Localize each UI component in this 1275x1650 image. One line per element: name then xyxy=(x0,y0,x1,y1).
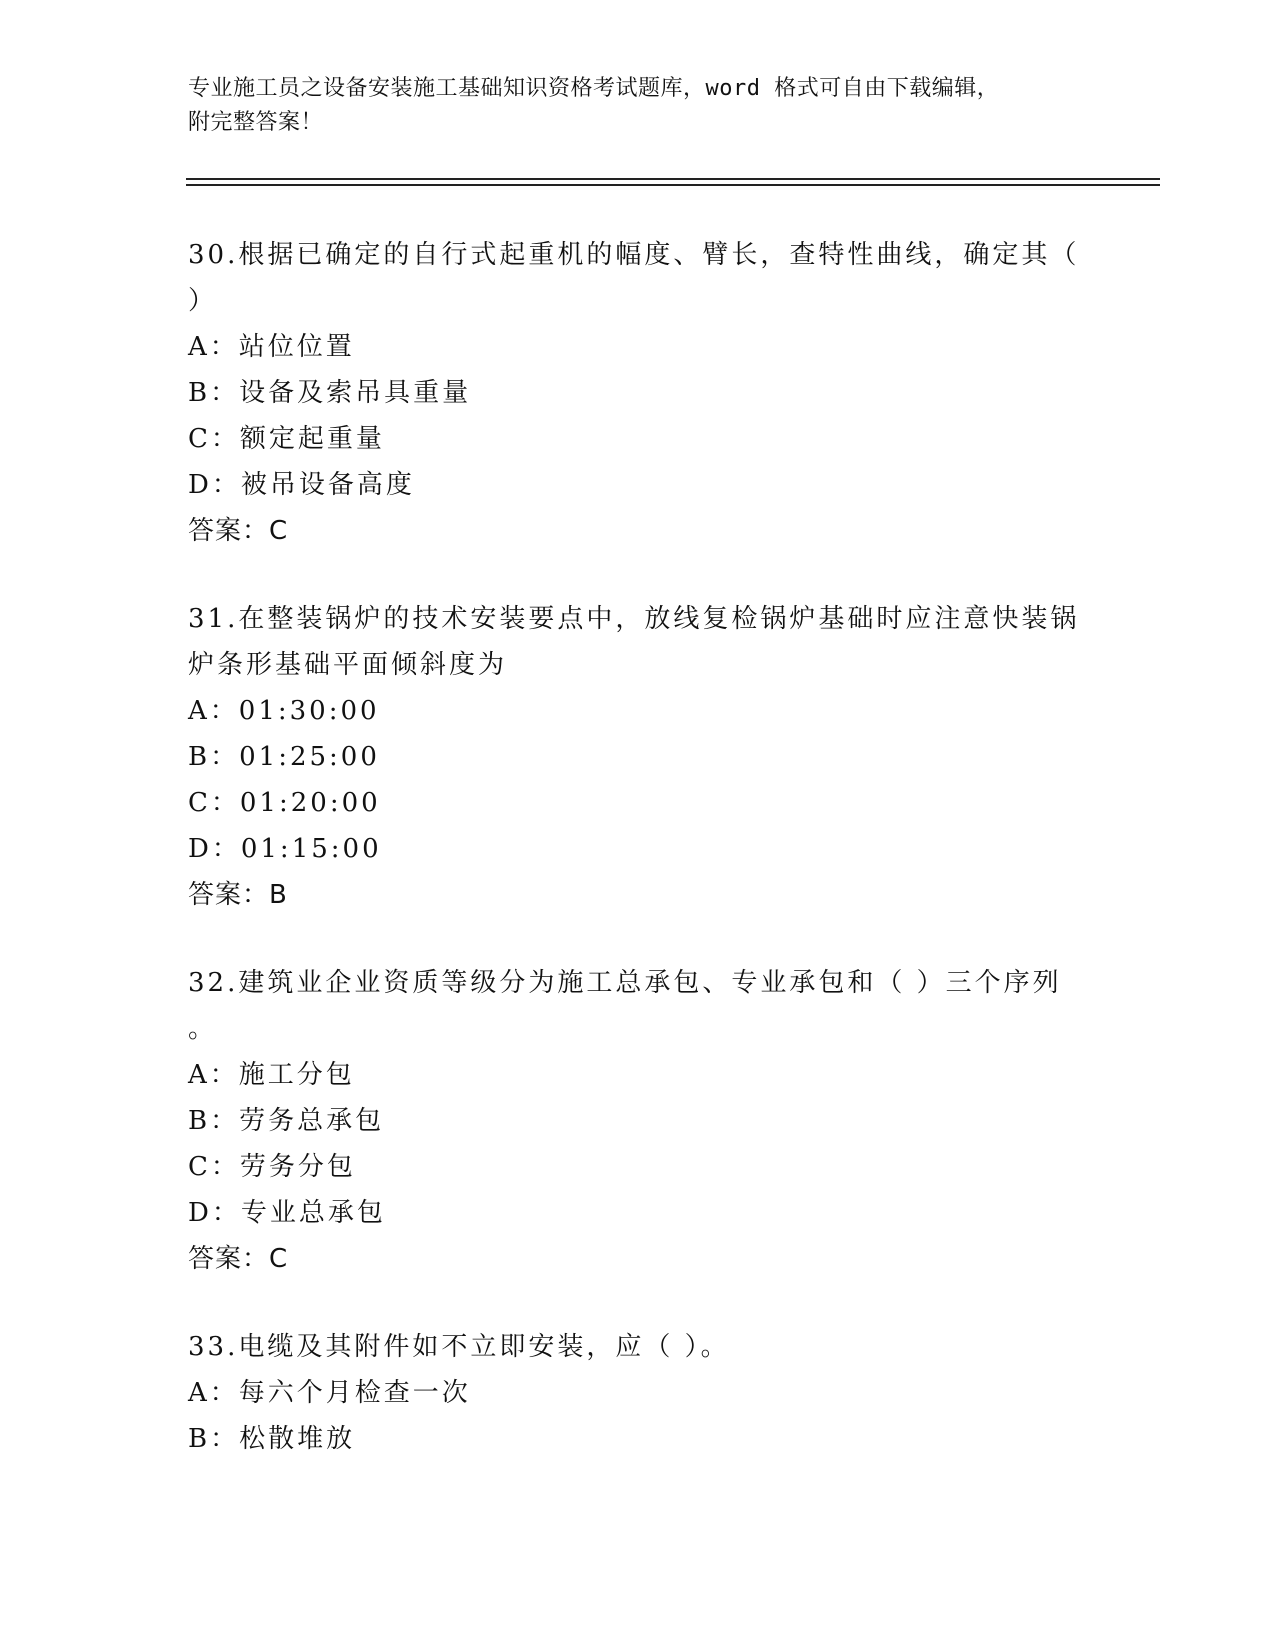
option-d: D：专业总承包 xyxy=(188,1198,386,1228)
answer-text: 答案：C xyxy=(188,516,289,546)
header-divider-top xyxy=(186,178,1160,180)
option-d: D：01:15:00 xyxy=(188,834,382,864)
question-stem-line: 30.根据已确定的自行式起重机的幅度、臂长，查特性曲线，确定其（ xyxy=(188,240,1080,270)
question-32 xyxy=(188,960,1088,1282)
option-a: A：站位位置 xyxy=(188,332,355,362)
answer-text: 答案：C xyxy=(188,1244,289,1274)
question-30 xyxy=(188,232,1088,554)
option-b: B：01:25:00 xyxy=(188,742,380,772)
question-stem-line: 32.建筑业企业资质等级分为施工总承包、专业承包和（ ）三个序列 xyxy=(188,968,1062,998)
question-33 xyxy=(188,1324,1088,1462)
question-stem-line: 炉条形基础平面倾斜度为 xyxy=(188,650,508,680)
option-a: A：施工分包 xyxy=(188,1060,355,1090)
option-c: C：额定起重量 xyxy=(188,424,385,454)
option-b: B：劳务总承包 xyxy=(188,1106,385,1136)
question-stem-line: 33.电缆及其附件如不立即安装，应（ ）。 xyxy=(188,1332,730,1362)
question-31 xyxy=(188,596,1088,918)
option-d: D：被吊设备高度 xyxy=(188,470,415,500)
option-b: B：设备及索吊具重量 xyxy=(188,378,472,408)
question-list xyxy=(188,232,1088,1504)
header-line-1: 专业施工员之设备安装施工基础知识资格考试题库，word 格式可自由下载编辑， xyxy=(188,76,1000,101)
option-c: C：劳务分包 xyxy=(188,1152,356,1182)
header-divider-bottom xyxy=(186,184,1160,186)
option-b: B：松散堆放 xyxy=(188,1424,356,1454)
answer-text: 答案：B xyxy=(188,880,288,910)
question-stem-line: 31.在整装锅炉的技术安装要点中，放线复检锅炉基础时应注意快装锅 xyxy=(188,604,1080,634)
option-c: C：01:20:00 xyxy=(188,788,381,818)
option-a: A：每六个月检查一次 xyxy=(188,1378,471,1408)
question-stem-line: 。 xyxy=(188,1014,218,1044)
question-stem-line: ） xyxy=(188,286,218,316)
header-line-2: 附完整答案！ xyxy=(188,110,324,135)
document-header xyxy=(188,72,1088,140)
option-a: A：01:30:00 xyxy=(188,696,380,726)
